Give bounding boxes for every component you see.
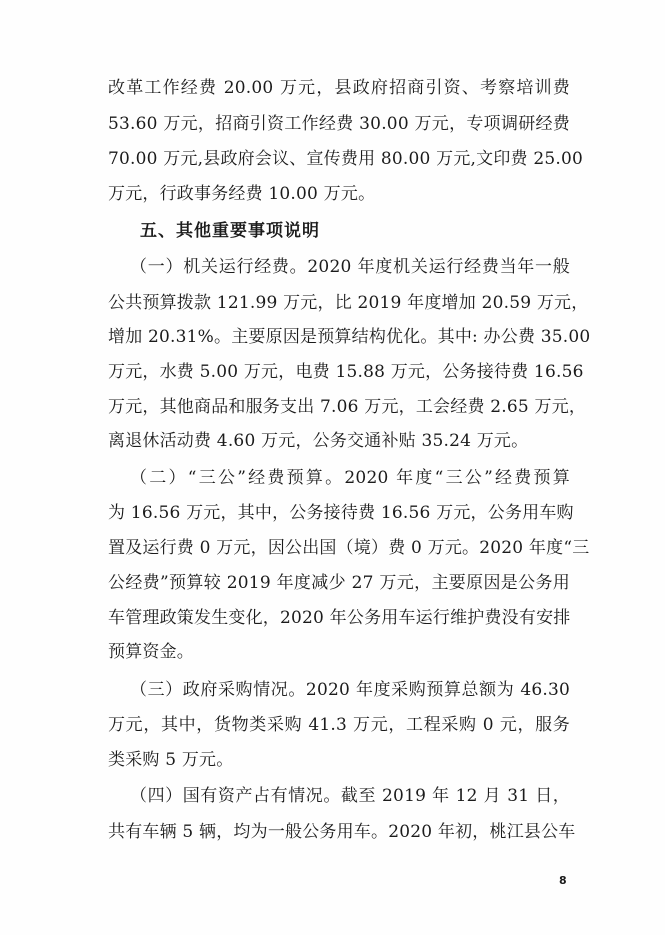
page-number: 8 [559,874,567,887]
text-line: 类采购 5 万元。 [108,750,234,770]
text-line: 公经费”预算较 2019 年度减少 27 万元，主要原因是公务用 [108,573,570,593]
text-line: （四）国有资产占有情况。截至 2019 年 12 月 31 日， [130,786,570,806]
text-line: 公共预算拨款 121.99 万元，比 2019 年度增加 20.59 万元， [108,293,589,313]
text-line: 万元，水费 5.00 万元，电费 15.88 万元，公务接待费 16.56 [108,362,584,382]
text-line: 离退休活动费 4.60 万元，公务交通补贴 35.24 万元。 [108,431,529,451]
text-line: （三）政府采购情况。2020 年度采购预算总额为 46.30 [130,680,570,700]
section-heading: 五、其他重要事项说明 [140,221,320,241]
text-line: 为 16.56 万元，其中，公务接待费 16.56 万元，公务用车购 [108,503,574,523]
text-line: 预算资金。 [108,642,194,662]
text-line: 置及运行费 0 万元，因公出国（境）费 0 万元。2020 年度“三 [108,538,590,558]
text-line: （一）机关运行经费。2020 年度机关运行经费当年一般 [130,257,570,277]
text-line: 共有车辆 5 辆，均为一般公务用车。2020 年初，桃江县公车 [108,822,576,842]
text-line: 车管理政策发生变化，2020 年公务用车运行维护费没有安排 [108,608,571,628]
text-line: 万元，行政事务经费 10.00 万元。 [108,184,376,204]
text-line: （二）“三公”经费预算。2020 年度“三公”经费预算 [130,468,570,488]
text-line: 70.00 万元,县政府会议、宣传费用 80.00 万元,文印费 25.00 [108,149,584,169]
text-line: 改革工作经费 20.00 万元，县政府招商引资、考察培训费 [108,78,570,98]
text-line: 增加 20.31%。主要原因是预算结构优化。其中: 办公费 35.00 [108,327,591,347]
text-line: 万元，其中，货物类采购 41.3 万元，工程采购 0 元，服务 [108,715,570,735]
text-line: 万元，其他商品和服务支出 7.06 万元，工会经费 2.65 万元， [108,397,587,417]
text-line: 53.60 万元，招商引资工作经费 30.00 万元，专项调研经费 [108,114,570,134]
